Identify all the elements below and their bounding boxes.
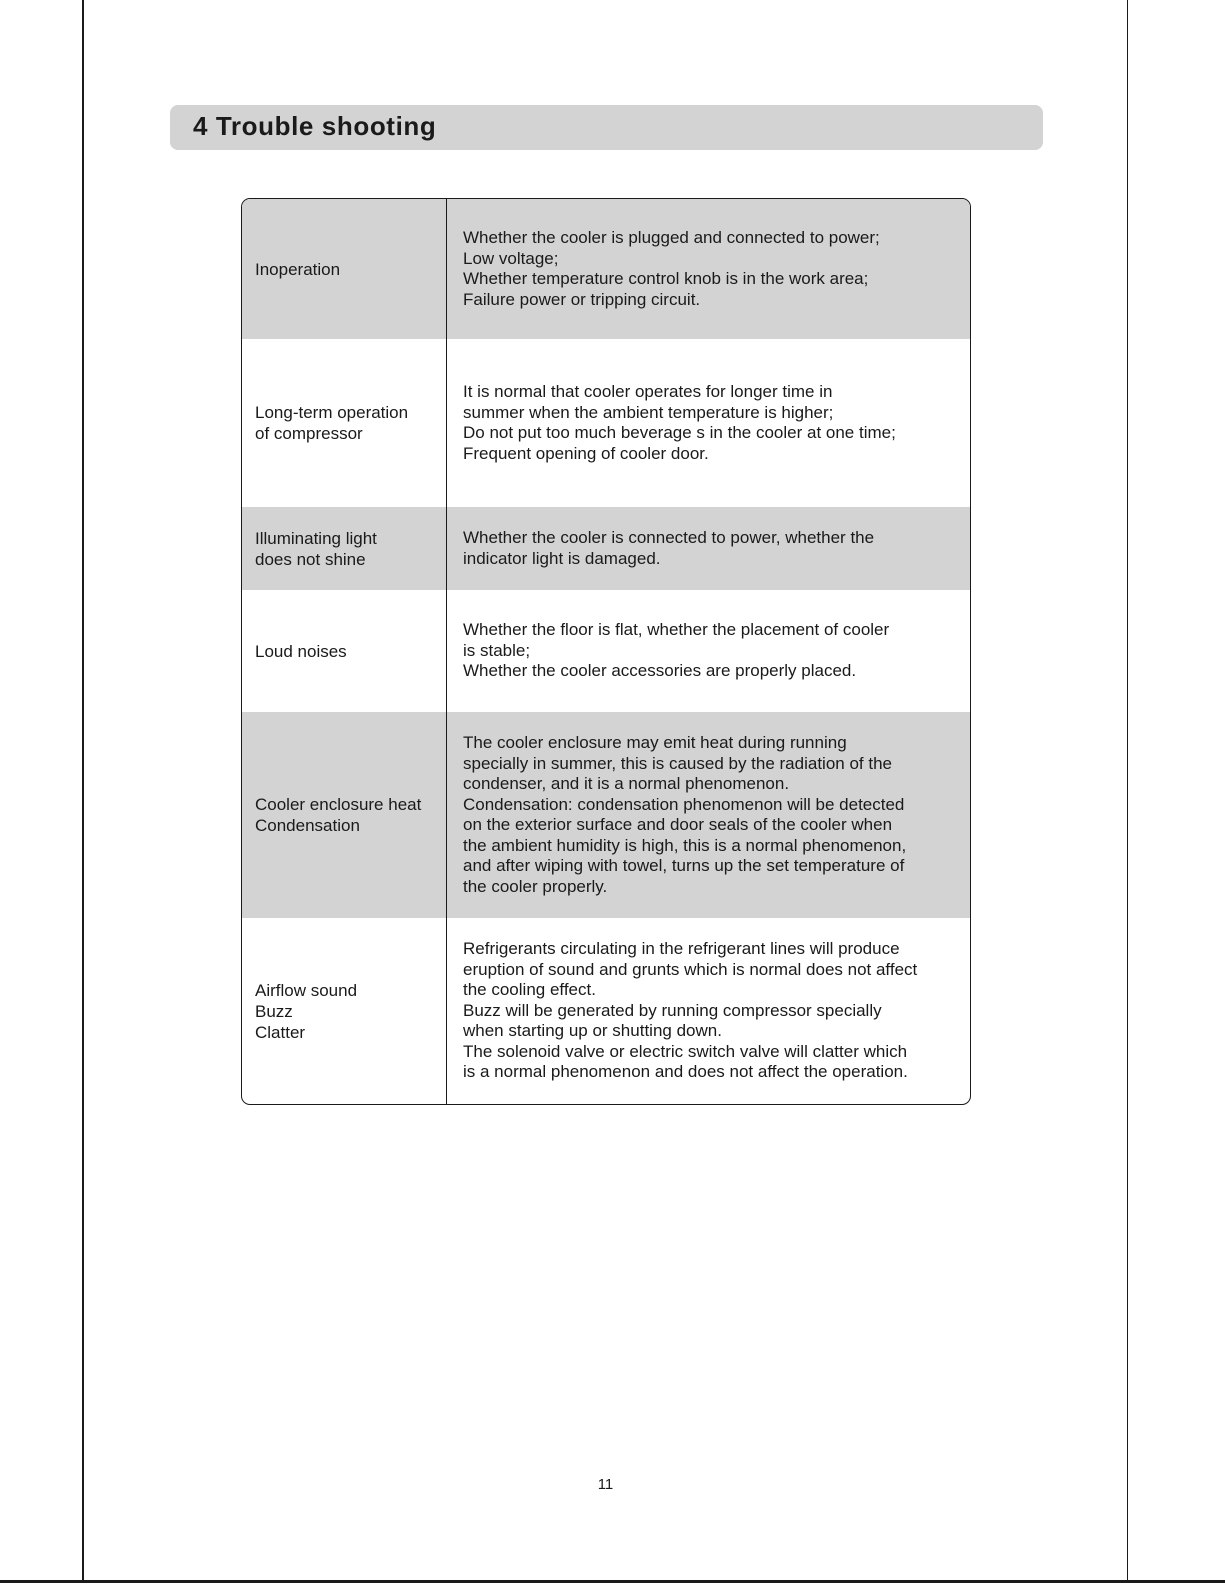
check-text: It is normal that cooler operates for longer time in summer when the ambient temperature is higher; Do not put too much beverage s in the cooler at one time; Frequent opening of cooler door. xyxy=(463,382,896,463)
right-margin-rule xyxy=(1127,0,1128,1583)
check-text: Refrigerants circulating in the refrigerant lines will produce eruption of sound and grunts which is normal does not affect the cooling effect. Buzz will be generated by running compressor specially when starting up or shutting down. The solenoid valve or electric switch valve will clatter which is a normal phenomenon and does not affect the operation. xyxy=(463,939,918,1082)
problem-cell xyxy=(242,918,447,1104)
troubleshooting-table xyxy=(241,198,971,1105)
table-row-airflow-sound xyxy=(242,918,970,1104)
problem-text: Cooler enclosure heat Condensation xyxy=(255,795,422,835)
table-row-loud-noises xyxy=(242,590,970,712)
table-row-long-term-operation xyxy=(242,339,970,507)
problem-cell xyxy=(242,199,447,339)
problem-cell xyxy=(242,712,447,918)
check-text: Whether the cooler is connected to power, whether the indicator light is damaged. xyxy=(463,528,875,568)
table-row-enclosure-heat xyxy=(242,712,970,918)
problem-text: Airflow sound Buzz Clatter xyxy=(255,980,358,1042)
check-text: Whether the floor is flat, whether the placement of cooler is stable; Whether the cooler accessories are properly placed. xyxy=(463,620,890,681)
section-header xyxy=(170,105,1043,150)
table-row-illuminating-light xyxy=(242,507,970,590)
check-cell xyxy=(447,712,970,918)
check-cell xyxy=(447,339,970,507)
problem-cell xyxy=(242,507,447,590)
problem-cell xyxy=(242,339,447,507)
check-cell xyxy=(447,918,970,1104)
left-margin-rule xyxy=(82,0,84,1583)
section-title: 4 Trouble shooting xyxy=(193,111,437,141)
table-row-inoperation xyxy=(242,199,970,339)
problem-text: Inoperation xyxy=(255,259,341,279)
problem-text: Loud noises xyxy=(255,641,347,661)
check-cell xyxy=(447,590,970,712)
problem-cell xyxy=(242,590,447,712)
check-text: The cooler enclosure may emit heat during running specially in summer, this is caused by the radiation of the condenser, and it is a normal phenomenon. Condensation: condensation phenomenon will be detected on the exterior surface and door seals of the cooler when the ambient humidity is high, this is a normal phenomenon, and after wiping with towel, turns up the set temperature of the cooler properly. xyxy=(463,733,907,896)
problem-text: Long-term operation of compressor xyxy=(255,403,409,443)
bottom-margin-rule xyxy=(0,1580,1225,1583)
check-text: Whether the cooler is plugged and connected to power; Low voltage; Whether temperature control knob is in the work area; Failure power or tripping circuit. xyxy=(463,228,880,309)
problem-text: Illuminating light does not shine xyxy=(255,528,377,569)
page-number: 11 xyxy=(597,1476,614,1493)
check-cell xyxy=(447,507,970,590)
check-cell xyxy=(447,199,970,339)
